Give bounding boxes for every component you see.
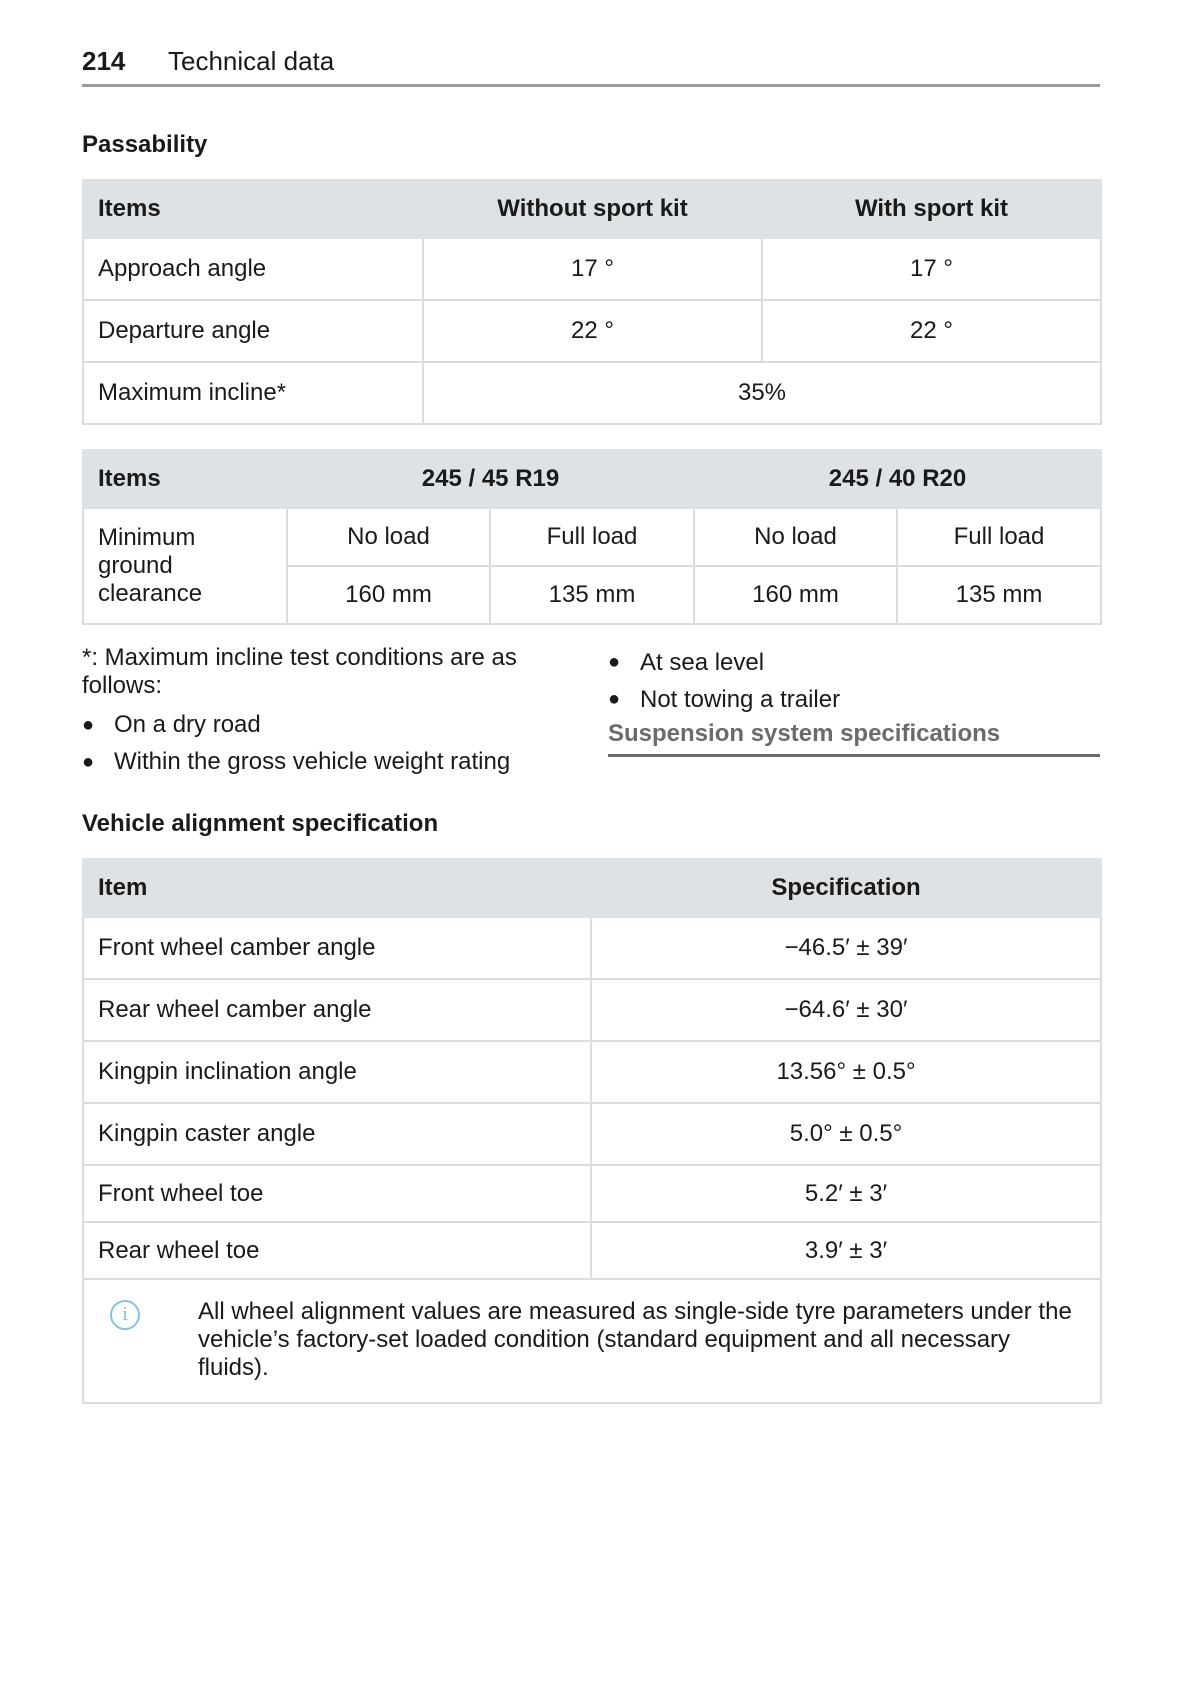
header-item: Item (83, 859, 591, 917)
page-title: Technical data (168, 46, 335, 76)
passability-title: Passability (82, 131, 208, 158)
cell-value: −64.6′ ± 30′ (591, 979, 1101, 1041)
list-item (82, 706, 582, 743)
table-row (83, 1041, 1101, 1103)
row-label: Rear wheel camber angle (83, 979, 591, 1041)
table-row (83, 1222, 1101, 1279)
list-item-text: Not towing a trailer (640, 685, 841, 713)
info-icon: i (110, 1300, 140, 1330)
cell-value: 3.9′ ± 3′ (591, 1222, 1101, 1279)
page-number: 214 (82, 46, 126, 76)
alignment-title: Vehicle alignment specification (82, 810, 439, 837)
list-item-text: Within the gross vehicle weight rating (114, 747, 511, 775)
table-row (83, 917, 1101, 979)
row-label: Front wheel camber angle (83, 917, 591, 979)
cell-value: 5.2′ ± 3′ (591, 1165, 1101, 1222)
table-header-row (83, 180, 1101, 238)
header-tyre-r20: 245 / 40 R20 (694, 450, 1101, 508)
bullet-icon: ● (608, 688, 621, 710)
table-row (83, 238, 1101, 300)
table-row (83, 979, 1101, 1041)
load-label: No load (287, 508, 490, 566)
table-row (83, 362, 1101, 424)
bullet-icon: ● (608, 651, 621, 673)
footnote-continued (608, 644, 1100, 757)
alignment-note: All wheel alignment values are measured as single-side tyre parameters under the vehicle’s factory-set loaded condition (standard equipment and all necessary fluids). (198, 1298, 1072, 1381)
cell-value: 160 mm (694, 566, 897, 624)
bullet-icon: ● (82, 713, 95, 736)
cell-value: 35% (423, 362, 1101, 424)
row-label: Approach angle (83, 238, 423, 300)
cell-value: 22 ° (762, 300, 1101, 362)
cell-value: 17 ° (762, 238, 1101, 300)
table-row (83, 508, 1101, 566)
row-label: Departure angle (83, 300, 423, 362)
bullet-icon: ● (82, 750, 95, 773)
list-item-text: On a dry road (114, 710, 261, 738)
footnote (82, 644, 582, 780)
row-label: Maximum incline* (83, 362, 423, 424)
cell-value: 22 ° (423, 300, 762, 362)
clearance-table (82, 449, 1102, 625)
note-row (83, 1279, 1101, 1403)
cell-value: 160 mm (287, 566, 490, 624)
table-row (83, 300, 1101, 362)
cell-value: −46.5′ ± 39′ (591, 917, 1101, 979)
header-tyre-r19: 245 / 45 R19 (287, 450, 694, 508)
row-label: Kingpin inclination angle (83, 1041, 591, 1103)
header-items: Items (83, 450, 287, 508)
cell-value: 17 ° (423, 238, 762, 300)
table-header-row (83, 450, 1101, 508)
note-cell (83, 1279, 1101, 1403)
table-header-row (83, 859, 1101, 917)
table-row (83, 1103, 1101, 1165)
cell-value: 135 mm (897, 566, 1101, 624)
page-header (82, 44, 1100, 87)
load-label: Full load (897, 508, 1101, 566)
header-items: Items (83, 180, 423, 238)
cell-value: 135 mm (490, 566, 694, 624)
row-label: Front wheel toe (83, 1165, 591, 1222)
cell-value: 13.56° ± 0.5° (591, 1041, 1101, 1103)
alignment-table (82, 858, 1102, 1404)
table-row (83, 1165, 1101, 1222)
list-item (608, 644, 1100, 681)
footnote-intro: *: Maximum incline test conditions are as follows: (82, 644, 517, 699)
row-label: Minimum ground clearance (83, 508, 287, 624)
header-with-sport-kit: With sport kit (762, 180, 1101, 238)
list-item-text: At sea level (640, 648, 765, 676)
header-without-sport-kit: Without sport kit (423, 180, 762, 238)
passability-table (82, 179, 1102, 425)
load-label: No load (694, 508, 897, 566)
list-item (608, 681, 1100, 718)
row-label: Kingpin caster angle (83, 1103, 591, 1165)
load-label: Full load (490, 508, 694, 566)
row-label: Rear wheel toe (83, 1222, 591, 1279)
list-item (82, 743, 582, 780)
suspension-heading: Suspension system specifications (608, 720, 1100, 757)
header-specification: Specification (591, 859, 1101, 917)
cell-value: 5.0° ± 0.5° (591, 1103, 1101, 1165)
